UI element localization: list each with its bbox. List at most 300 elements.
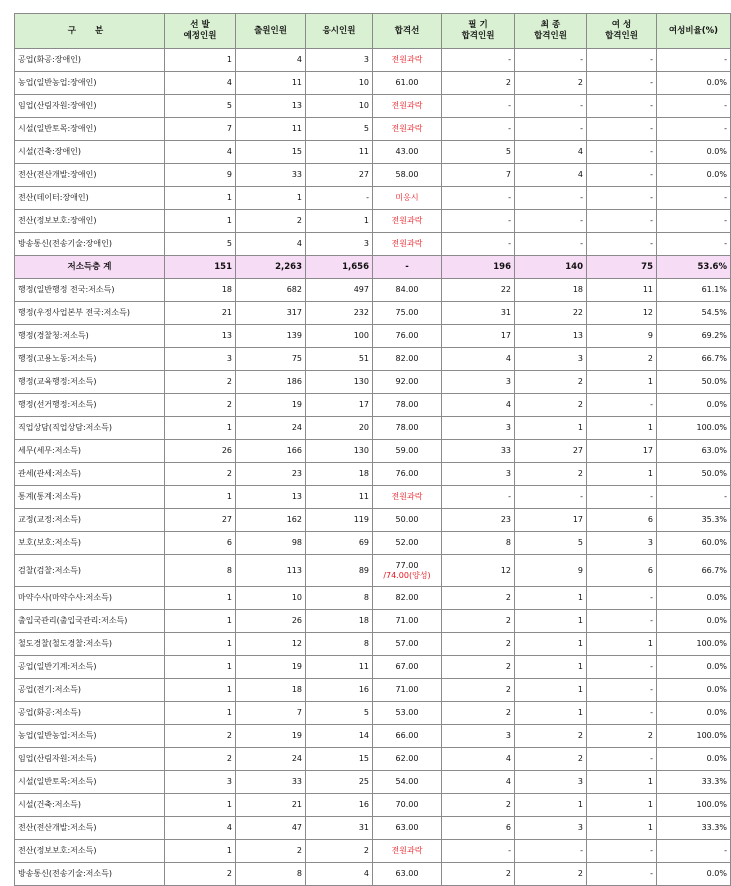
table-row — [15, 840, 731, 863]
cutoff-primary: 77.00 — [395, 560, 419, 570]
row-written-pass: - — [442, 95, 515, 118]
row-planned: 9 — [165, 164, 236, 187]
row-female-ratio: 60.0% — [657, 532, 731, 555]
row-examinees: - — [306, 187, 373, 210]
table-row — [15, 610, 731, 633]
row-final-pass: 2 — [515, 748, 587, 771]
row-female-ratio: 0.0% — [657, 164, 731, 187]
row-category: 임업(산림자원:저소득) — [15, 748, 165, 771]
table-row — [15, 279, 731, 302]
row-examinees: 4 — [306, 863, 373, 886]
row-final-pass: 1 — [515, 610, 587, 633]
row-female-pass: - — [587, 587, 657, 610]
row-category: 행정(교육행정:저소득) — [15, 371, 165, 394]
row-female-ratio: 100.0% — [657, 794, 731, 817]
row-category: 마약수사(마약수사:저소득) — [15, 587, 165, 610]
row-final-pass: 4 — [515, 164, 587, 187]
table-row — [15, 587, 731, 610]
row-cutoff: 53.00 — [373, 702, 442, 725]
row-female-ratio: 69.2% — [657, 325, 731, 348]
row-written-pass: 3 — [442, 417, 515, 440]
row-female-pass: - — [587, 702, 657, 725]
row-female-ratio: 0.0% — [657, 141, 731, 164]
row-written-pass: - — [442, 233, 515, 256]
table-row — [15, 440, 731, 463]
row-planned: 1 — [165, 633, 236, 656]
row-planned: 2 — [165, 863, 236, 886]
row-female-ratio: 50.0% — [657, 371, 731, 394]
row-cutoff: 82.00 — [373, 587, 442, 610]
table-row — [15, 164, 731, 187]
row-female-pass: - — [587, 164, 657, 187]
row-female-ratio: 0.0% — [657, 610, 731, 633]
row-cutoff: 전원과락 — [373, 233, 442, 256]
row-cutoff: 63.00 — [373, 817, 442, 840]
row-female-pass: 1 — [587, 817, 657, 840]
row-cutoff: 61.00 — [373, 72, 442, 95]
row-female-ratio: 35.3% — [657, 509, 731, 532]
row-planned: 1 — [165, 587, 236, 610]
row-cutoff: 67.00 — [373, 656, 442, 679]
row-applicants: 13 — [236, 95, 306, 118]
row-cutoff: 54.00 — [373, 771, 442, 794]
row-final-pass: 140 — [515, 256, 587, 279]
row-examinees: 18 — [306, 610, 373, 633]
row-category: 공업(화공:저소득) — [15, 702, 165, 725]
row-cutoff: 50.00 — [373, 509, 442, 532]
row-planned: 2 — [165, 371, 236, 394]
row-applicants: 166 — [236, 440, 306, 463]
row-examinees: 5 — [306, 118, 373, 141]
row-female-ratio: 66.7% — [657, 555, 731, 587]
row-written-pass: 4 — [442, 748, 515, 771]
table-row — [15, 725, 731, 748]
row-female-pass: - — [587, 863, 657, 886]
row-applicants: 4 — [236, 49, 306, 72]
row-cutoff: 92.00 — [373, 371, 442, 394]
row-category: 철도경찰(철도경찰:저소득) — [15, 633, 165, 656]
row-female-pass: - — [587, 49, 657, 72]
row-written-pass: 8 — [442, 532, 515, 555]
row-written-pass: 3 — [442, 463, 515, 486]
header-applicants: 출원인원 — [236, 14, 306, 49]
row-cutoff: 84.00 — [373, 279, 442, 302]
row-female-pass: - — [587, 394, 657, 417]
row-category: 임업(산림자원:장애인) — [15, 95, 165, 118]
row-female-ratio: - — [657, 95, 731, 118]
row-female-pass: 1 — [587, 633, 657, 656]
row-planned: 13 — [165, 325, 236, 348]
row-female-pass: - — [587, 610, 657, 633]
table-row — [15, 348, 731, 371]
row-final-pass: 5 — [515, 532, 587, 555]
row-female-ratio: 0.0% — [657, 656, 731, 679]
row-planned: 3 — [165, 771, 236, 794]
row-female-pass: - — [587, 656, 657, 679]
row-final-pass: - — [515, 95, 587, 118]
row-planned: 2 — [165, 394, 236, 417]
row-written-pass: 12 — [442, 555, 515, 587]
table-row — [15, 463, 731, 486]
row-final-pass: - — [515, 233, 587, 256]
row-examinees: 31 — [306, 817, 373, 840]
row-female-pass: 1 — [587, 417, 657, 440]
row-final-pass: 17 — [515, 509, 587, 532]
row-written-pass: - — [442, 49, 515, 72]
row-examinees: 10 — [306, 95, 373, 118]
row-cutoff: 66.00 — [373, 725, 442, 748]
row-applicants: 2,263 — [236, 256, 306, 279]
row-category: 방송통신(전송기술:장애인) — [15, 233, 165, 256]
row-examinees: 18 — [306, 463, 373, 486]
row-examinees: 16 — [306, 794, 373, 817]
row-written-pass: 2 — [442, 656, 515, 679]
row-female-pass: 1 — [587, 463, 657, 486]
row-written-pass: 23 — [442, 509, 515, 532]
row-female-pass: 9 — [587, 325, 657, 348]
row-final-pass: 1 — [515, 794, 587, 817]
row-final-pass: 27 — [515, 440, 587, 463]
row-female-pass: - — [587, 210, 657, 233]
row-final-pass: 18 — [515, 279, 587, 302]
row-examinees: 69 — [306, 532, 373, 555]
table-row — [15, 679, 731, 702]
row-applicants: 317 — [236, 302, 306, 325]
row-examinees: 130 — [306, 440, 373, 463]
row-planned: 1 — [165, 187, 236, 210]
row-female-pass: - — [587, 118, 657, 141]
row-female-ratio: 100.0% — [657, 633, 731, 656]
row-written-pass: - — [442, 210, 515, 233]
row-applicants: 186 — [236, 371, 306, 394]
table-row — [15, 532, 731, 555]
row-cutoff: 78.00 — [373, 417, 442, 440]
row-female-pass: - — [587, 486, 657, 509]
row-final-pass: - — [515, 210, 587, 233]
row-applicants: 113 — [236, 555, 306, 587]
row-female-pass: - — [587, 233, 657, 256]
header-female-ratio: 여성비율(%) — [657, 14, 731, 49]
row-applicants: 19 — [236, 656, 306, 679]
row-planned: 7 — [165, 118, 236, 141]
row-female-pass: 1 — [587, 371, 657, 394]
row-female-ratio: 0.0% — [657, 679, 731, 702]
row-written-pass: 2 — [442, 633, 515, 656]
row-planned: 1 — [165, 840, 236, 863]
row-final-pass: 3 — [515, 348, 587, 371]
row-female-ratio: 33.3% — [657, 817, 731, 840]
row-final-pass: - — [515, 187, 587, 210]
row-category: 전산(전산개발:저소득) — [15, 817, 165, 840]
row-planned: 1 — [165, 49, 236, 72]
row-planned: 2 — [165, 748, 236, 771]
row-written-pass: 2 — [442, 610, 515, 633]
row-examinees: 5 — [306, 702, 373, 725]
row-cutoff: 52.00 — [373, 532, 442, 555]
row-written-pass: 31 — [442, 302, 515, 325]
row-category: 농업(일반농업:장애인) — [15, 72, 165, 95]
row-applicants: 26 — [236, 610, 306, 633]
header-final-pass: 최 종 합격인원 — [515, 14, 587, 49]
row-category: 검찰(검찰:저소득) — [15, 555, 165, 587]
row-female-pass: 2 — [587, 348, 657, 371]
row-cutoff: 58.00 — [373, 164, 442, 187]
row-written-pass: 3 — [442, 371, 515, 394]
row-cutoff: 75.00 — [373, 302, 442, 325]
table-row — [15, 486, 731, 509]
row-examinees: 2 — [306, 840, 373, 863]
row-planned: 4 — [165, 817, 236, 840]
row-cutoff: 전원과락 — [373, 210, 442, 233]
row-applicants: 682 — [236, 279, 306, 302]
row-female-ratio: 66.7% — [657, 348, 731, 371]
row-cutoff: 63.00 — [373, 863, 442, 886]
row-examinees: 11 — [306, 486, 373, 509]
row-applicants: 47 — [236, 817, 306, 840]
row-examinees: 8 — [306, 633, 373, 656]
row-planned: 21 — [165, 302, 236, 325]
row-female-ratio: - — [657, 118, 731, 141]
row-female-pass: 12 — [587, 302, 657, 325]
row-final-pass: 13 — [515, 325, 587, 348]
row-category: 교정(교정:저소득) — [15, 509, 165, 532]
row-examinees: 89 — [306, 555, 373, 587]
row-female-ratio: - — [657, 233, 731, 256]
table-row — [15, 863, 731, 886]
row-female-ratio: 0.0% — [657, 394, 731, 417]
row-category: 행정(일반행정 전국:저소득) — [15, 279, 165, 302]
row-female-ratio: 61.1% — [657, 279, 731, 302]
row-final-pass: - — [515, 486, 587, 509]
row-category: 행정(고용노동:저소득) — [15, 348, 165, 371]
row-planned: 5 — [165, 233, 236, 256]
row-final-pass: 2 — [515, 371, 587, 394]
table-row — [15, 95, 731, 118]
row-written-pass: 4 — [442, 394, 515, 417]
row-category: 시설(건축:장애인) — [15, 141, 165, 164]
row-final-pass: 2 — [515, 725, 587, 748]
row-cutoff: 78.00 — [373, 394, 442, 417]
row-female-ratio: - — [657, 210, 731, 233]
row-written-pass: 22 — [442, 279, 515, 302]
row-cutoff: 전원과락 — [373, 486, 442, 509]
row-category: 시설(일반토목:장애인) — [15, 118, 165, 141]
row-applicants: 98 — [236, 532, 306, 555]
row-planned: 6 — [165, 532, 236, 555]
row-female-pass: 1 — [587, 794, 657, 817]
row-planned: 1 — [165, 679, 236, 702]
row-planned: 3 — [165, 348, 236, 371]
row-planned: 1 — [165, 210, 236, 233]
row-applicants: 11 — [236, 118, 306, 141]
row-applicants: 23 — [236, 463, 306, 486]
row-written-pass: - — [442, 118, 515, 141]
row-written-pass: 196 — [442, 256, 515, 279]
header-cutoff: 합격선 — [373, 14, 442, 49]
table-row — [15, 394, 731, 417]
row-female-ratio: - — [657, 49, 731, 72]
row-cutoff: 62.00 — [373, 748, 442, 771]
cutoff-secondary: /74.00(양성) — [383, 570, 431, 580]
row-applicants: 7 — [236, 702, 306, 725]
row-category: 저소득층 계 — [15, 256, 165, 279]
row-female-ratio: 33.3% — [657, 771, 731, 794]
row-examinees: 3 — [306, 49, 373, 72]
row-examinees: 497 — [306, 279, 373, 302]
row-final-pass: 1 — [515, 679, 587, 702]
row-examinees: 10 — [306, 72, 373, 95]
table-row — [15, 118, 731, 141]
row-female-pass: 3 — [587, 532, 657, 555]
table-row — [15, 233, 731, 256]
row-examinees: 51 — [306, 348, 373, 371]
row-female-ratio: 100.0% — [657, 417, 731, 440]
row-final-pass: 2 — [515, 863, 587, 886]
row-written-pass: 3 — [442, 725, 515, 748]
row-planned: 2 — [165, 725, 236, 748]
table-body — [15, 49, 731, 886]
row-examinees: 25 — [306, 771, 373, 794]
row-category: 전산(전산개발:장애인) — [15, 164, 165, 187]
row-final-pass: 4 — [515, 141, 587, 164]
row-cutoff: 70.00 — [373, 794, 442, 817]
table-row — [15, 371, 731, 394]
row-cutoff: 71.00 — [373, 679, 442, 702]
row-applicants: 33 — [236, 771, 306, 794]
row-cutoff: 57.00 — [373, 633, 442, 656]
row-female-pass: 6 — [587, 509, 657, 532]
row-female-ratio: 0.0% — [657, 587, 731, 610]
row-female-ratio: 0.0% — [657, 72, 731, 95]
row-applicants: 1 — [236, 187, 306, 210]
row-category: 행정(경찰청:저소득) — [15, 325, 165, 348]
row-applicants: 10 — [236, 587, 306, 610]
row-female-pass: 11 — [587, 279, 657, 302]
table-row — [15, 656, 731, 679]
row-written-pass: - — [442, 486, 515, 509]
results-table — [14, 13, 731, 886]
total-row — [15, 256, 731, 279]
row-planned: 4 — [165, 72, 236, 95]
header-row — [15, 14, 731, 49]
row-cutoff: 76.00 — [373, 463, 442, 486]
table-row — [15, 633, 731, 656]
row-category: 행정(우정사업본부 전국:저소득) — [15, 302, 165, 325]
row-category: 시설(건축:저소득) — [15, 794, 165, 817]
row-final-pass: 22 — [515, 302, 587, 325]
row-written-pass: 2 — [442, 72, 515, 95]
row-applicants: 8 — [236, 863, 306, 886]
row-examinees: 20 — [306, 417, 373, 440]
table-row — [15, 748, 731, 771]
row-written-pass: 5 — [442, 141, 515, 164]
row-applicants: 13 — [236, 486, 306, 509]
header-written-pass: 필 기 합격인원 — [442, 14, 515, 49]
row-final-pass: - — [515, 840, 587, 863]
row-final-pass: 1 — [515, 702, 587, 725]
table-row — [15, 817, 731, 840]
row-examinees: 1 — [306, 210, 373, 233]
row-planned: 151 — [165, 256, 236, 279]
row-final-pass: 2 — [515, 394, 587, 417]
row-female-pass: 1 — [587, 771, 657, 794]
row-final-pass: 1 — [515, 656, 587, 679]
row-applicants: 24 — [236, 417, 306, 440]
row-applicants: 162 — [236, 509, 306, 532]
row-planned: 27 — [165, 509, 236, 532]
row-cutoff: 전원과락 — [373, 118, 442, 141]
row-category: 직업상담(직업상담:저소득) — [15, 417, 165, 440]
table-row — [15, 417, 731, 440]
row-applicants: 12 — [236, 633, 306, 656]
table-row — [15, 794, 731, 817]
row-examinees: 17 — [306, 394, 373, 417]
row-cutoff: 전원과락 — [373, 49, 442, 72]
row-examinees: 3 — [306, 233, 373, 256]
table-row — [15, 210, 731, 233]
row-cutoff — [373, 555, 442, 587]
row-written-pass: 33 — [442, 440, 515, 463]
header-planned: 선 발 예정인원 — [165, 14, 236, 49]
row-female-pass: 2 — [587, 725, 657, 748]
row-planned: 1 — [165, 656, 236, 679]
row-final-pass: 1 — [515, 417, 587, 440]
row-planned: 4 — [165, 141, 236, 164]
row-female-pass: - — [587, 187, 657, 210]
row-category: 시설(일반토목:저소득) — [15, 771, 165, 794]
row-female-pass: - — [587, 95, 657, 118]
row-examinees: 119 — [306, 509, 373, 532]
row-written-pass: 6 — [442, 817, 515, 840]
row-examinees: 1,656 — [306, 256, 373, 279]
row-applicants: 19 — [236, 394, 306, 417]
row-applicants: 33 — [236, 164, 306, 187]
row-planned: 1 — [165, 794, 236, 817]
row-cutoff: 전원과락 — [373, 840, 442, 863]
row-category: 관세(관세:저소득) — [15, 463, 165, 486]
row-female-pass: - — [587, 141, 657, 164]
row-category: 전산(정보보호:저소득) — [15, 840, 165, 863]
row-cutoff: 59.00 — [373, 440, 442, 463]
row-category: 공업(화공:장애인) — [15, 49, 165, 72]
row-written-pass: 2 — [442, 863, 515, 886]
row-final-pass: 3 — [515, 817, 587, 840]
table-row — [15, 325, 731, 348]
row-female-pass: - — [587, 72, 657, 95]
table-row — [15, 302, 731, 325]
row-female-ratio: 50.0% — [657, 463, 731, 486]
row-examinees: 8 — [306, 587, 373, 610]
row-female-ratio: - — [657, 187, 731, 210]
table-row — [15, 771, 731, 794]
row-written-pass: 4 — [442, 348, 515, 371]
row-planned: 18 — [165, 279, 236, 302]
row-written-pass: 17 — [442, 325, 515, 348]
row-female-pass: - — [587, 748, 657, 771]
row-female-pass: 17 — [587, 440, 657, 463]
row-final-pass: 2 — [515, 72, 587, 95]
row-examinees: 14 — [306, 725, 373, 748]
row-examinees: 27 — [306, 164, 373, 187]
row-final-pass: - — [515, 49, 587, 72]
row-examinees: 11 — [306, 141, 373, 164]
row-final-pass: 1 — [515, 633, 587, 656]
row-female-ratio: 0.0% — [657, 863, 731, 886]
row-cutoff: 전원과락 — [373, 95, 442, 118]
table-row — [15, 49, 731, 72]
row-category: 행정(선거행정:저소득) — [15, 394, 165, 417]
row-cutoff: 76.00 — [373, 325, 442, 348]
